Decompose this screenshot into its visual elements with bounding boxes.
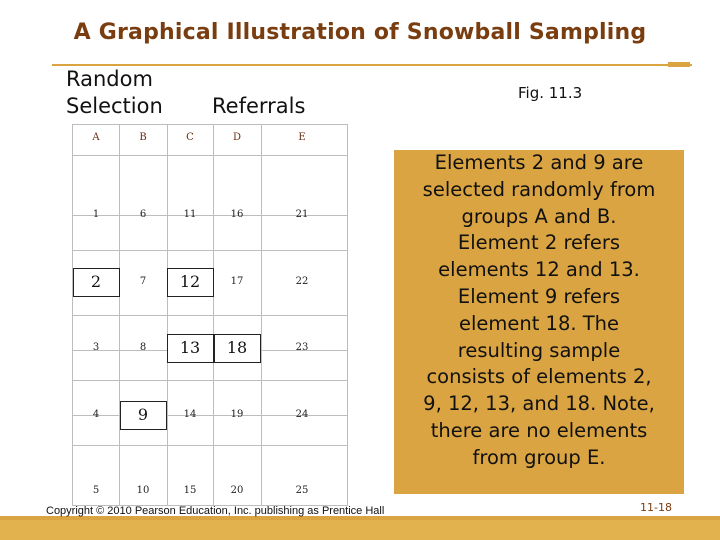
selected-element: 2 (90, 272, 102, 291)
grid-row-line (73, 445, 347, 446)
description-line: consists of elements 2, (426, 365, 652, 389)
grid-element: 4 (92, 409, 100, 420)
description-line: Element 9 refers (457, 284, 621, 308)
grid-element: 15 (183, 485, 197, 496)
grid-element: 3 (92, 342, 100, 353)
group-header-a: A (92, 132, 100, 143)
grid-element: 11 (183, 209, 197, 220)
description-line: groups A and B. (461, 204, 617, 228)
description-line: elements 12 and 13. (438, 258, 640, 282)
figure-label: Fig. 11.3 (518, 84, 583, 102)
group-header-d: D (232, 132, 242, 143)
random-label-line1: Random (66, 67, 153, 91)
copyright-text: Copyright © 2010 Pearson Education, Inc. publishing as Prentice Hall (46, 505, 385, 517)
slide-number: 11-18 (640, 501, 672, 514)
selected-element: 18 (226, 338, 248, 357)
group-header-b: B (139, 132, 147, 143)
referrals-label: Referrals (212, 94, 306, 118)
description-line: element 18. The (458, 311, 620, 335)
grid-element: 6 (139, 209, 147, 220)
selected-element: 9 (137, 405, 149, 424)
grid-element: 20 (230, 485, 244, 496)
description-line: selected randomly from (422, 177, 656, 201)
grid-element: 16 (230, 209, 244, 220)
grid-element: 7 (139, 276, 147, 287)
grid-element: 24 (295, 409, 309, 420)
grid-element: 19 (230, 409, 244, 420)
description-line: there are no elements (430, 418, 648, 442)
description-box (394, 150, 684, 494)
group-header-e: E (298, 132, 306, 143)
grid-row-line (73, 155, 347, 156)
slide-title: A Graphical Illustration of Snowball Sampling (73, 20, 647, 45)
grid-row-line (73, 315, 347, 316)
description-line: 9, 12, 13, and 18. Note, (423, 392, 655, 416)
grid-element: 5 (92, 485, 100, 496)
grid-row-line (73, 250, 347, 251)
grid-element: 10 (136, 485, 150, 496)
grid-element: 14 (183, 409, 197, 420)
grid-element: 8 (139, 342, 147, 353)
title-underline-accent (668, 62, 690, 67)
selected-element: 12 (179, 272, 201, 291)
grid-element: 25 (295, 485, 309, 496)
description-line: Element 2 refers (457, 231, 621, 255)
description-line: from group E. (472, 445, 606, 469)
description-line: Elements 2 and 9 are (434, 151, 644, 174)
description-line: resulting sample (457, 338, 621, 362)
sampling-grid (72, 124, 348, 506)
grid-element: 22 (295, 276, 309, 287)
random-selection-label (66, 66, 163, 120)
grid-element: 17 (230, 276, 244, 287)
random-label-line2: Selection (66, 94, 163, 118)
grid-element: 23 (295, 342, 309, 353)
selected-element: 13 (179, 338, 201, 357)
grid-element: 21 (295, 209, 309, 220)
grid-element: 1 (92, 209, 100, 220)
grid-row-line (73, 380, 347, 381)
footer-bar-inner (0, 520, 720, 540)
group-header-c: C (186, 132, 194, 143)
